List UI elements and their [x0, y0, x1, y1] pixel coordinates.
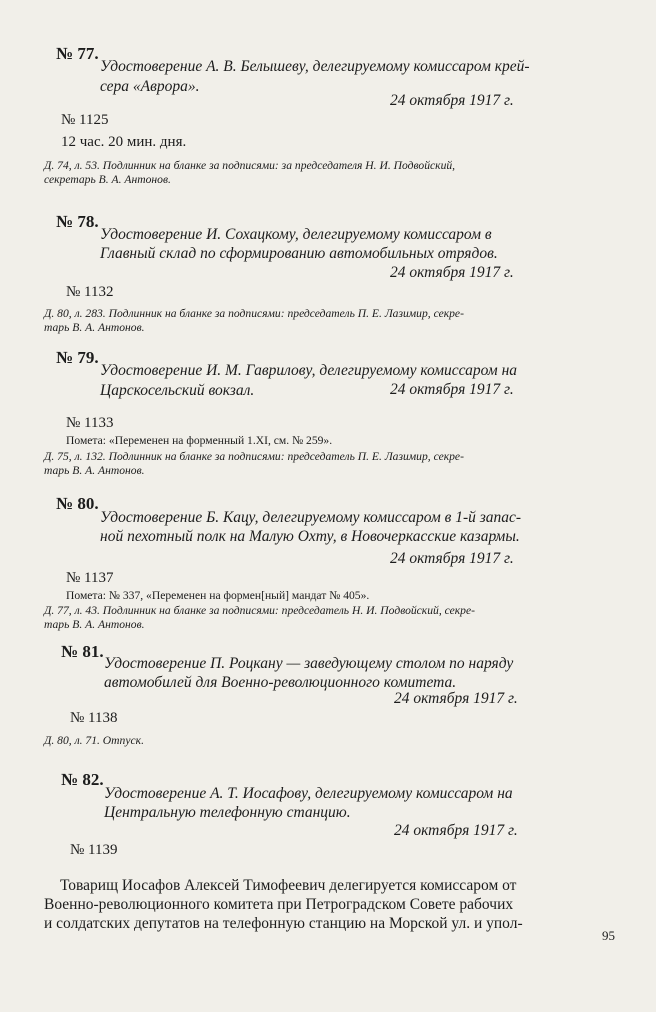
doc-title-line: Удостоверение А. Т. Иосафову, делегируемому комиссаром на: [104, 785, 513, 802]
doc-reg-number: № 1133: [66, 415, 114, 431]
doc-title-line: Царскосельский вокзал.: [100, 382, 255, 399]
doc-title-line: Удостоверение Б. Кацу, делегируемому комиссаром в 1-й запас-: [100, 509, 522, 526]
doc-number: № 78.: [56, 212, 99, 231]
doc-number: № 82.: [61, 770, 104, 789]
doc-reg-number: № 1132: [66, 284, 114, 300]
doc-date: 24 октября 1917 г.: [390, 550, 514, 567]
doc-reg-number: № 1125: [61, 112, 109, 128]
doc-source-line: тарь В. А. Антонов.: [44, 464, 145, 477]
doc-source-line: тарь В. А. Антонов.: [44, 618, 145, 631]
doc-title-line: Удостоверение А. В. Белышеву, делегируемому комиссаром крей-: [100, 58, 530, 75]
doc-title-line: Главный склад по сформированию автомобильных отрядов.: [100, 245, 498, 262]
doc-title-line: автомобилей для Военно-революционного комитета.: [104, 674, 457, 691]
doc-time-note: 12 час. 20 мин. дня.: [61, 134, 187, 150]
doc-date: 24 октября 1917 г.: [390, 264, 514, 281]
doc-mark: Помета: «Переменен на форменный 1.XI, см. № 259».: [66, 434, 333, 447]
doc-title-line: Удостоверение И. М. Гаврилову, делегируемому комиссаром на: [100, 362, 518, 379]
doc-source-line: секретарь В. А. Антонов.: [44, 173, 171, 186]
doc-title-line: ной пехотный полк на Малую Охту, в Новочеркасские казармы.: [100, 528, 520, 545]
doc-source-line: Д. 75, л. 132. Подлинник на бланке за подписями: председатель П. Е. Лазимир, секре-: [44, 450, 464, 463]
doc-number: № 81.: [61, 642, 104, 661]
doc-reg-number: № 1139: [70, 842, 118, 858]
doc-source-line: Д. 74, л. 53. Подлинник на бланке за подписями: за председателя Н. И. Подвойский,: [44, 159, 456, 172]
doc-number: № 80.: [56, 494, 99, 513]
doc-title-line: сера «Аврора».: [100, 78, 200, 95]
doc-title-line: Удостоверение И. Сохацкому, делегируемому комиссаром в: [100, 226, 492, 243]
doc-date: 24 октября 1917 г.: [394, 822, 518, 839]
page-number: 95: [602, 928, 615, 943]
doc-source-line: Д. 80, л. 71. Отпуск.: [44, 734, 144, 747]
doc-body-line: Военно-революционного комитета при Петроградском Совете рабочих: [44, 896, 514, 913]
doc-source-line: тарь В. А. Антонов.: [44, 321, 145, 334]
doc-number: № 79.: [56, 348, 99, 367]
doc-reg-number: № 1137: [66, 570, 114, 586]
doc-reg-number: № 1138: [70, 710, 118, 726]
doc-date: 24 октября 1917 г.: [394, 690, 518, 707]
doc-date: 24 октября 1917 г.: [390, 381, 514, 398]
doc-body-line: Товарищ Иосафов Алексей Тимофеевич делегируется комиссаром от: [60, 877, 517, 894]
doc-body-line: и солдатских депутатов на телефонную станцию на Морской ул. и упол-: [44, 915, 523, 932]
doc-mark: Помета: № 337, «Переменен на формен[ный] мандат № 405».: [66, 589, 370, 602]
doc-number: № 77.: [56, 44, 99, 63]
doc-source-line: Д. 77, л. 43. Подлинник на бланке за подписями: председатель Н. И. Подвойский, секре-: [44, 604, 475, 617]
doc-title-line: Удостоверение П. Роцкану — заведующему столом по наряду: [104, 655, 514, 672]
doc-date: 24 октября 1917 г.: [390, 92, 514, 109]
doc-source-line: Д. 80, л. 283. Подлинник на бланке за подписями: председатель П. Е. Лазимир, секре-: [44, 307, 464, 320]
doc-title-line: Центральную телефонную станцию.: [104, 804, 351, 821]
